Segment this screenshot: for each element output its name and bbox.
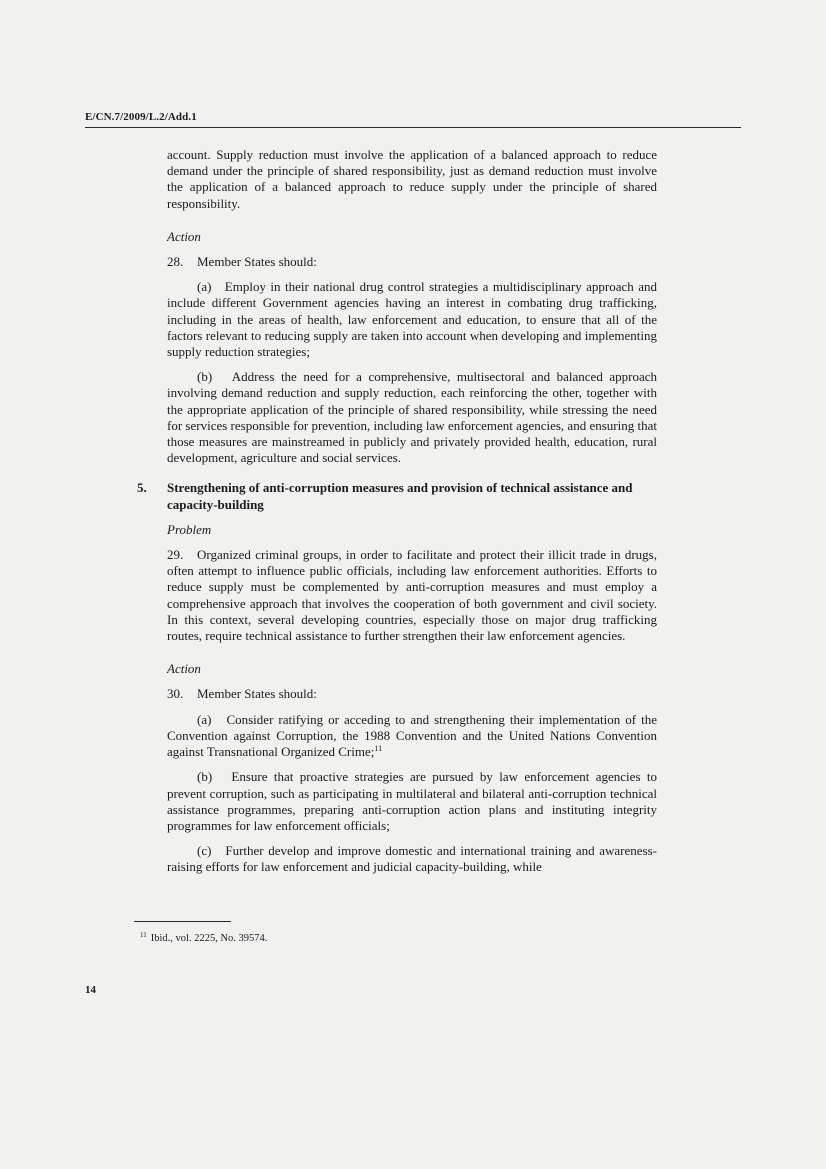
footnote-reference: 11 [374, 744, 383, 754]
paragraph-continuation: account. Supply reduction must involve the application of a balanced approach to reduce demand under the principle of shared responsibility, just as demand reduction must involve the application of a balanced approach to reduce supply under the principle of shared responsibility. [167, 147, 657, 211]
subparagraph-label: (b) [197, 369, 213, 385]
footnote-rule [134, 921, 231, 922]
header-rule [85, 127, 741, 128]
paragraph-number: 29. [167, 547, 184, 563]
page-number: 14 [85, 984, 96, 996]
footnote [140, 932, 267, 945]
subparagraph-text: Ensure that proactive strategies are pursued by law enforcement agencies to prevent corruption, such as participating in multilateral and bilateral anti-corruption technical assistance programmes, preparing anti-corruption action plans and instituting integrity programmes for law enforcement officials; [167, 769, 658, 833]
subparagraph-text: Employ in their national drug control strategies a multidisciplinary approach and include different Government agencies having an interest in combating drug trafficking, including in the areas of health, law enforcement and education, to ensure that all of the factors relevant to reducing supply are taken into account when developing and implementing supply reduction strategies; [167, 279, 658, 360]
footnote-number: 11 [140, 931, 147, 939]
subparagraph-label: (a) [197, 279, 212, 295]
subparagraph-label: (a) [197, 711, 212, 727]
action-heading-2: Action [167, 661, 201, 677]
subparagraph-text: Further develop and improve domestic and international training and awareness-raising efforts for law enforcement and judicial capacity-building, while [167, 843, 657, 875]
paragraph-28 [167, 254, 657, 270]
subparagraph-label: (c) [197, 843, 212, 859]
main-text [137, 147, 658, 876]
subparagraph-text: Consider ratifying or acceding to and strengthening their implementation of the Convention against Corruption, the 1988 Convention and the United Nations Convention against Transnational Organized Crime; [167, 711, 657, 760]
problem-heading: Problem [167, 521, 212, 537]
paragraph-28a [167, 279, 657, 360]
paragraph-29 [167, 547, 657, 644]
paragraph-30c [167, 843, 657, 875]
paragraph-text: Member States should: [197, 686, 317, 702]
section-title: Strengthening of anti-corruption measures and provision of technical assistance and capacity-building [167, 480, 633, 512]
action-heading-1: Action [167, 228, 201, 244]
paragraph-30b [167, 769, 657, 834]
paragraph-text: Organized criminal groups, in order to facilitate and protect their illicit trade in drugs, often attempt to influence public officials, including law enforcement authorities. Efforts to reduce supply must be complemented by anti-corruption measures and must employ a comprehensive approach that involves the cooperation of both government and civil society. In this context, several developing countries, especially those on major drug trafficking routes, require technical assistance to further strengthen their law enforcement agencies. [167, 547, 657, 644]
paragraph-number: 28. [167, 254, 184, 270]
section-number: 5. [137, 480, 147, 496]
document-symbol: E/CN.7/2009/L.2/Add.1 [85, 111, 197, 123]
subparagraph-text: Address the need for a comprehensive, multisectoral and balanced approach involving demand reduction and supply reduction, each reinforcing the other, together with the appropriate application of the principle of shared responsibility, while stressing the need for services responsible for prevention, including law enforcement agencies, and ensuring that those measures are mainstreamed in publicly and privately provided health, education, rural development, agriculture and social services. [167, 369, 658, 466]
footnote-text: Ibid., vol. 2225, No. 39574. [150, 933, 268, 944]
paragraph-number: 30. [167, 686, 184, 702]
section-5-heading [137, 480, 657, 512]
paragraph-30a [167, 712, 657, 761]
paragraph-text: Member States should: [197, 254, 317, 270]
paragraph-30 [167, 686, 657, 702]
paragraph-28b [167, 369, 657, 466]
subparagraph-label: (b) [197, 769, 213, 785]
